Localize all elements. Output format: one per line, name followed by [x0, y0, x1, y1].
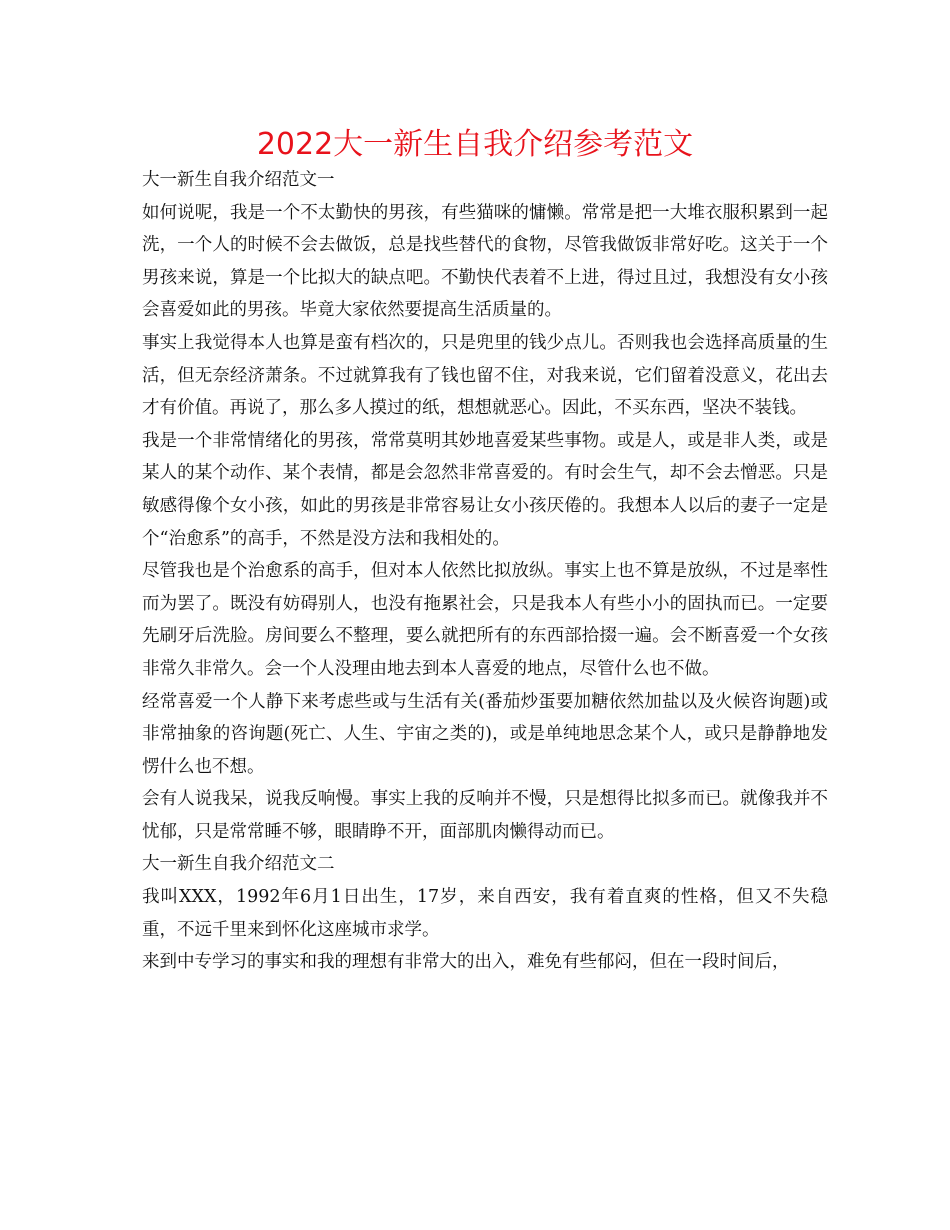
paragraph-7: 我叫XXX，1992年6月1日出生，17岁，来自西安，我有着直爽的性格，但又不失稳重，不远千里来到怀化这座城市求学。	[142, 887, 828, 940]
document-title: 2022大一新生自我介绍参考范文	[256, 127, 694, 162]
paragraph-4: 尽管我也是个治愈系的高手，但对本人依然比拟放纵。事实上也不算是放纵，不过是率性而为罢了。既没有妨碍别人，也没有拖累社会，只是我本人有些小小的固执而已。一定要先刷牙后洗脸。房间要么不整理，要么就把所有的东西部拾掇一遍。会不断喜爱一个女孩非常久非常久。会一个人没理由地去到本人喜爱的地点，尽管什么也不做。	[142, 561, 828, 679]
paragraph-1: 如何说呢，我是一个不太勤快的男孩，有些猫咪的慵懒。常常是把一大堆衣服积累到一起洗，一个人的时候不会去做饭，总是找些替代的食物，尽管我做饭非常好吃。这关于一个男孩来说，算是一个比拟大的缺点吧。不勤快代表着不上进，得过且过，我想没有女小孩会喜爱如此的男孩。毕竟大家依然要提高生活质量的。	[142, 202, 828, 321]
paragraph-2: 事实上我觉得本人也算是蛮有档次的，只是兜里的钱少点儿。否则我也会选择高质量的生活，但无奈经济萧条。不过就算我有了钱也留不住，对我来说，它们留着没意义，花出去才有价值。再说了，那么多人摸过的纸，想想就恶心。因此，不买东西，坚决不装钱。	[142, 332, 828, 419]
section-heading-2: 大一新生自我介绍范文二	[142, 854, 335, 875]
paragraph-6: 会有人说我呆，说我反响慢。事实上我的反响并不慢，只是想得比拟多而已。就像我并不忧郁，只是常常睡不够，眼睛睁不开，面部肌肉懒得动而已。	[142, 789, 828, 842]
section-heading-1: 大一新生自我介绍范文一	[142, 170, 335, 190]
paragraph-5: 经常喜爱一个人静下来考虑些或与生活有关(番茄炒蛋要加糖依然加盐以及火候咨询题)或非常抽象的咨询题(死亡、人生、宇宙之类的)，或是单纯地思念某个人，或只是静静地发愣什么也不想。	[142, 691, 828, 777]
document-body	[142, 164, 828, 979]
paragraph-8: 来到中专学习的事实和我的理想有非常大的出入，难免有些郁闷，但在一段时间后，	[142, 952, 790, 973]
paragraph-3: 我是一个非常情绪化的男孩，常常莫明其妙地喜爱某些事物。或是人，或是非人类，或是某人的某个动作、某个表情，都是会忽然非常喜爱的。有时会生气，却不会去憎恶。只是敏感得像个女小孩，如此的男孩是非常容易让女小孩厌倦的。我想本人以后的妻子一定是个“治愈系”的高手，不然是没方法和我相处的。	[142, 430, 828, 549]
